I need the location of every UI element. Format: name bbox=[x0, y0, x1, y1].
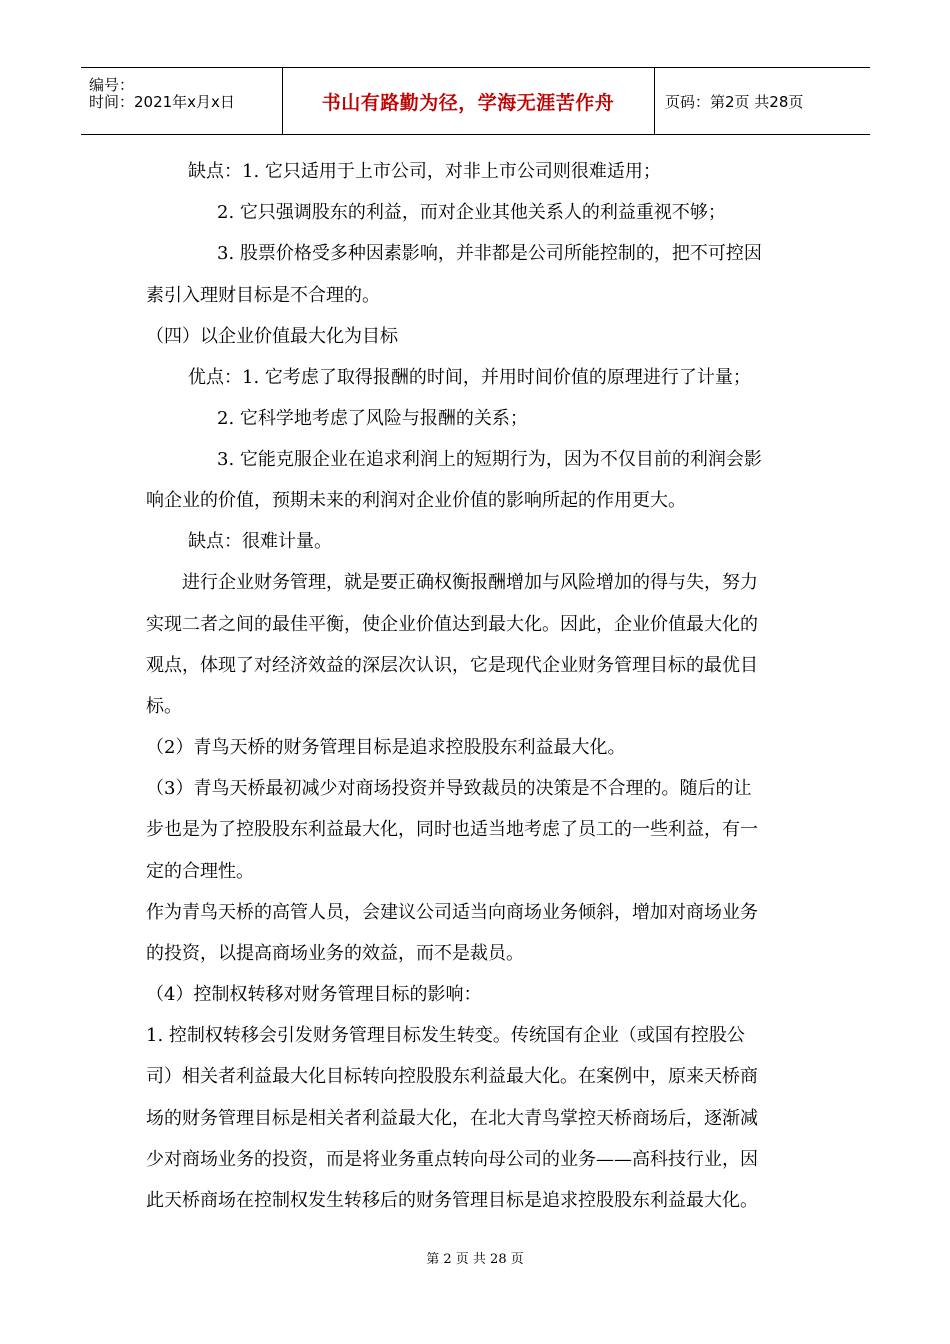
body-line: 定的合理性。 bbox=[146, 861, 254, 882]
body-line: 1. 控制权转移会引发财务管理目标发生转变。传统国有企业（或国有控股公 bbox=[146, 1025, 745, 1046]
body-line: 缺点：很难计量。 bbox=[188, 531, 332, 552]
document-date: 时间：2021年x月x日 bbox=[89, 93, 235, 111]
body-line: 3. 它能克服企业在追求利润上的短期行为，因为不仅目前的利润会影 bbox=[217, 449, 762, 470]
header-motto-cell bbox=[282, 68, 655, 134]
body-line: 2. 它科学地考虑了风险与报酬的关系； bbox=[217, 408, 528, 429]
body-line: 场的财务管理目标是相关者利益最大化，在北大青鸟掌控天桥商场后，逐渐减 bbox=[146, 1108, 758, 1129]
header-page-cell bbox=[655, 68, 870, 134]
page-footer: 第 2 页 共 28 页 bbox=[426, 1252, 524, 1267]
body-line: 作为青鸟天桥的高管人员，会建议公司适当向商场业务倾斜，增加对商场业务 bbox=[146, 902, 758, 923]
body-line: 司）相关者利益最大化目标转向控股股东利益最大化。在案例中，原来天桥商 bbox=[146, 1066, 758, 1087]
header-motto: 书山有路勤为径，学海无涯苦作舟 bbox=[321, 91, 615, 114]
body-line: 素引入理财目标是不合理的。 bbox=[146, 285, 380, 306]
body-line: 的投资，以提高商场业务的效益，而不是裁员。 bbox=[146, 943, 524, 964]
body-line: 实现二者之间的最佳平衡，使企业价值达到最大化。因此，企业价值最大化的 bbox=[146, 614, 758, 635]
body-line: （3）青鸟天桥最初减少对商场投资并导致裁员的决策是不合理的。随后的让 bbox=[146, 778, 752, 799]
body-line: 2. 它只强调股东的利益，而对企业其他关系人的利益重视不够； bbox=[217, 202, 726, 223]
document-number-label: 编号： bbox=[89, 76, 135, 94]
section-heading: （四）以企业价值最大化为目标 bbox=[146, 326, 398, 347]
body-line: 标。 bbox=[146, 696, 182, 717]
body-line: （2）青鸟天桥的财务管理目标是追求控股股东利益最大化。 bbox=[146, 737, 626, 758]
section-heading: （4）控制权转移对财务管理目标的影响： bbox=[146, 984, 482, 1005]
body-line: 少对商场业务的投资，而是将业务重点转向母公司的业务——高科技行业，因 bbox=[146, 1149, 758, 1170]
body-line: 步也是为了控股股东利益最大化，同时也适当地考虑了员工的一些利益，有一 bbox=[146, 819, 758, 840]
body-line: 此天桥商场在控制权发生转移后的财务管理目标是追求控股股东利益最大化。 bbox=[146, 1190, 758, 1211]
header-page-info: 页码：第2页 共28页 bbox=[665, 92, 804, 111]
body-line: 优点：1. 它考虑了取得报酬的时间，并用时间价值的原理进行了计量； bbox=[188, 367, 751, 388]
body-line: 响企业的价值，预期未来的利润对企业价值的影响所起的作用更大。 bbox=[146, 490, 686, 511]
document-header bbox=[81, 67, 870, 135]
header-meta-cell bbox=[81, 68, 283, 134]
body-line: 缺点：1. 它只适用于上市公司，对非上市公司则很难适用； bbox=[188, 161, 661, 182]
body-line: 进行企业财务管理，就是要正确权衡报酬增加与风险增加的得与失，努力 bbox=[182, 572, 758, 593]
body-line: 3. 股票价格受多种因素影响，并非都是公司所能控制的，把不可控因 bbox=[217, 243, 762, 264]
body-line: 观点，体现了对经济效益的深层次认识，它是现代企业财务管理目标的最优目 bbox=[146, 655, 758, 676]
